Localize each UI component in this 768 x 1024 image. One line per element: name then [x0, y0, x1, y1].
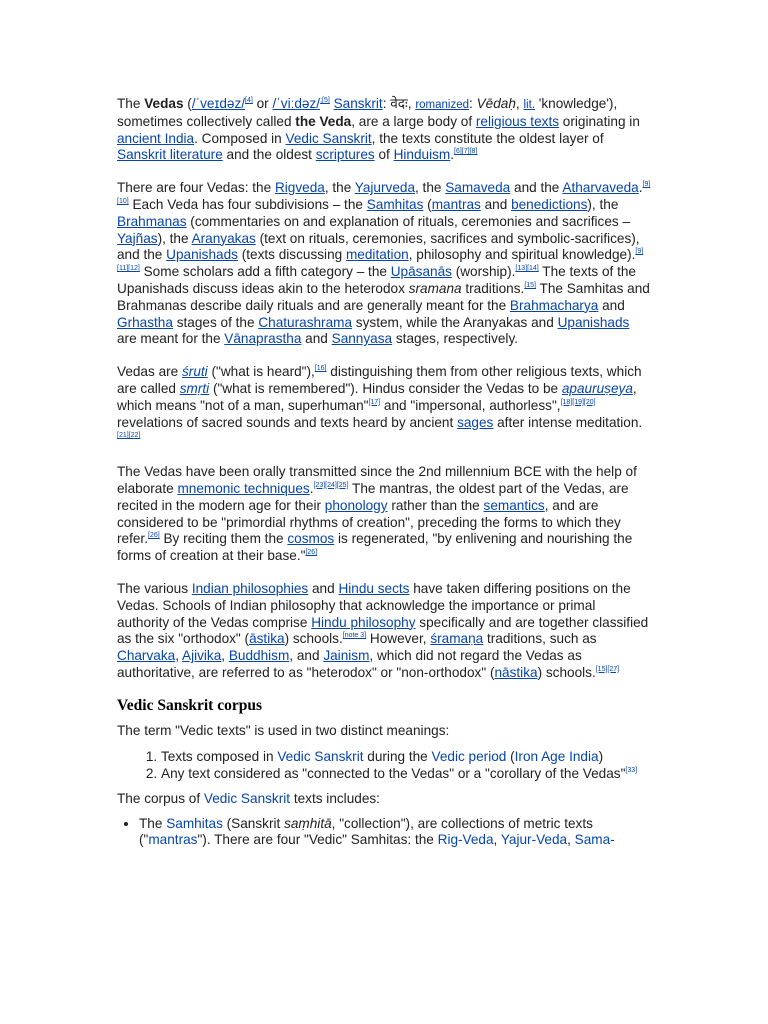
text: texts includes:	[290, 790, 380, 806]
text: is regenerated, "by enlivening and nourishing the forms of creation at their base."	[117, 531, 633, 564]
hindu-sects-link[interactable]: Hindu sects	[338, 580, 410, 596]
text: 'knowledge'), sometimes collectively called	[117, 96, 618, 129]
text: (texts discussing	[237, 247, 346, 263]
citation-link[interactable]: [17]	[368, 398, 381, 406]
ipa-link[interactable]: /ˈviːdəz/	[272, 96, 321, 111]
atharvaveda-link[interactable]: Atharvaveda	[562, 180, 639, 196]
aranyakas-link[interactable]: Aranyakas	[191, 230, 256, 246]
upasanas-link[interactable]: Upāsanās	[390, 264, 452, 280]
citation	[454, 148, 477, 155]
citation-link[interactable]: [26]	[305, 549, 318, 557]
citation	[561, 399, 596, 406]
citation	[515, 265, 538, 272]
citation-link[interactable]: [26]	[147, 532, 160, 540]
mantras-link[interactable]: mantras	[431, 196, 481, 212]
text: .	[309, 480, 314, 496]
citation-link[interactable]: [18][19][20]	[560, 398, 596, 406]
literal-link[interactable]: lit.	[523, 99, 535, 111]
buddhism-link[interactable]: Buddhism	[228, 648, 290, 664]
bold-term: the Veda	[295, 113, 352, 129]
charvaka-link[interactable]: Charvaka	[117, 648, 176, 664]
list-item	[161, 766, 651, 783]
text: traditions.	[461, 280, 525, 296]
upanishads-link[interactable]: Upanishads	[557, 314, 630, 330]
list-item	[161, 749, 651, 766]
nastika-link[interactable]: nāstika	[494, 664, 538, 680]
text: (	[423, 196, 432, 212]
text: Some scholars add a fifth category – the	[139, 264, 391, 280]
text: ), the	[587, 196, 619, 212]
text: are meant for the	[117, 331, 225, 347]
jainism-link[interactable]: Jainism	[323, 648, 370, 664]
sruti-paragraph	[117, 364, 651, 448]
text: The texts of the Upanishads discuss ideas akin to the heterodox	[117, 264, 636, 296]
hinduism-link[interactable]: Hinduism	[393, 147, 451, 163]
citation	[368, 399, 380, 406]
text: "). There are four "Vedic" Samhitas: the	[197, 832, 438, 848]
citation-link[interactable]: [33]	[625, 767, 638, 775]
cosmos-link[interactable]: cosmos	[287, 531, 335, 547]
mnemonic-techniques-link[interactable]: mnemonic techniques	[177, 480, 310, 496]
text: , the texts constitute the oldest layer of	[371, 130, 604, 146]
citation-link[interactable]: ;[5]	[320, 97, 330, 104]
meanings-list	[117, 749, 651, 783]
citation-link[interactable]: [13][14]	[515, 265, 539, 273]
text: specifically and are together classified as the six "orthodox" (	[117, 614, 649, 647]
vanaprastha-link[interactable]: Vānaprastha	[224, 331, 302, 347]
upanishads-link[interactable]: Upanishads	[166, 247, 238, 263]
scriptures-link[interactable]: scriptures	[315, 147, 375, 163]
sages-link[interactable]: sages	[457, 414, 494, 430]
philosophies-paragraph	[117, 581, 651, 682]
citation	[305, 549, 317, 556]
text: stages of the	[172, 314, 259, 330]
citation	[148, 532, 160, 539]
oral-transmission-paragraph	[117, 464, 651, 565]
text: The Samhitas and Brahmanas describe daily rituals and are generally meant for the	[117, 280, 650, 313]
rig-veda-link[interactable]: Rig-Veda	[437, 832, 494, 848]
text: : वेदः,	[382, 96, 416, 111]
text: Vedas are	[117, 364, 182, 380]
italic-term: saṃhitā	[284, 815, 332, 831]
iron-age-india-link[interactable]: Iron Age India	[514, 749, 599, 765]
text: (	[183, 96, 192, 111]
text: and "impersonal, authorless",	[380, 397, 561, 413]
citation	[313, 482, 348, 489]
citation-link[interactable]: [16]	[314, 365, 327, 373]
article-body	[117, 96, 651, 849]
rigveda-link[interactable]: Rigveda	[274, 180, 325, 196]
vedic-sanskrit-link[interactable]: Vedic Sanskrit	[285, 130, 372, 146]
text: The various	[117, 580, 192, 596]
corpus-list	[117, 816, 651, 850]
corpus-intro	[117, 791, 651, 808]
text: However,	[366, 631, 431, 647]
chaturashrama-link[interactable]: Chaturashrama	[258, 314, 353, 330]
text: ("what is heard"),	[207, 364, 315, 380]
citation	[315, 365, 327, 372]
text: ,	[175, 648, 182, 664]
text: ) schools.	[537, 664, 596, 680]
text: of	[374, 147, 394, 163]
text: ,	[567, 832, 575, 848]
citation	[524, 282, 536, 289]
text: , "collection"), are collections of metric texts ("	[139, 815, 593, 848]
text: (text on rituals, ceremonies, sacrifices and symbolic-sacrifices), and the	[117, 230, 640, 263]
citation-link[interactable]: [15][27]	[595, 665, 620, 673]
yajnas-link[interactable]: Yajñas	[117, 230, 158, 246]
sramana-link[interactable]: śramaṇa	[430, 631, 484, 647]
samhitas-link[interactable]: Samhitas	[166, 815, 223, 831]
text: ), the	[157, 230, 192, 246]
text: or	[252, 96, 273, 111]
text: system, while the Aranyakas and	[352, 314, 558, 330]
text: and	[308, 580, 339, 596]
intro-paragraph	[117, 96, 651, 164]
text: originating in	[559, 113, 640, 129]
link-text: smṛti	[179, 380, 210, 396]
title-term: Vedas	[144, 96, 184, 111]
yajurveda-link[interactable]: Yajurveda	[354, 180, 415, 196]
text: Texts composed in	[161, 749, 278, 765]
link-text: apauruṣeya	[561, 380, 633, 396]
text: :	[469, 96, 477, 111]
romanized-link[interactable]: romanized	[415, 99, 470, 111]
citation	[245, 97, 253, 104]
text: , which did not regard the Vedas as authoritative, are referred to as "heterodox" or "non-orthodox" (	[117, 648, 582, 680]
text: and the	[510, 180, 563, 196]
text: ,	[515, 96, 524, 111]
vedic-sanskrit-link[interactable]: Vedic Sanskrit	[203, 790, 291, 806]
text: and	[480, 196, 512, 212]
text: stages, respectively.	[392, 331, 519, 347]
text: , and are considered to be "primordial rhythms of creation", preceding the forms to which they refer.	[117, 497, 621, 547]
section-intro: The term "Vedic texts" is used in two distinct meanings:	[117, 722, 450, 738]
text: Each Veda has four subdivisions – the	[128, 196, 367, 212]
grhastha-link[interactable]: Grhastha	[117, 314, 173, 330]
text: revelations of sacred sounds and texts heard by ancient	[117, 414, 458, 430]
text: , the	[324, 180, 355, 196]
meditation-link[interactable]: meditation	[345, 247, 409, 263]
sanskrit-link[interactable]: Sanskrit	[333, 96, 383, 111]
citation-link[interactable]: [9][10]	[117, 181, 651, 205]
text: .	[450, 147, 455, 163]
citation-link[interactable]: [4]	[245, 97, 253, 104]
samaveda-link[interactable]: Samaveda	[445, 180, 511, 196]
text: ) schools.	[284, 631, 343, 647]
text: distinguishing them from other religious texts, which are called	[117, 364, 642, 396]
note	[343, 632, 366, 639]
text: (Sanskrit	[222, 815, 285, 831]
note-link[interactable]: [note 3]	[342, 632, 367, 640]
link-text: śruti	[182, 364, 208, 380]
text: , the	[415, 180, 446, 196]
ajivika-link[interactable]: Ajivika	[182, 648, 222, 664]
citation	[320, 97, 330, 104]
text: ,	[493, 832, 501, 848]
italic-term: sramana	[408, 280, 462, 296]
text: The mantras, the oldest part of the Vedas, are recited in the modern age for their	[117, 480, 629, 513]
text: , philosophy and spiritual knowledge).	[408, 247, 636, 263]
text: . Composed in	[194, 130, 286, 146]
brahmanas-link[interactable]: Brahmanas	[117, 213, 187, 229]
yajur-veda-link[interactable]: Yajur-Veda	[500, 832, 568, 848]
ancient-india-link[interactable]: ancient India	[117, 130, 195, 146]
text: The corpus of	[117, 790, 204, 806]
samhitas-link[interactable]: Samhitas	[366, 196, 424, 212]
text: (worship).	[451, 264, 516, 280]
text: )	[598, 749, 604, 765]
text: The	[139, 815, 167, 831]
text: (	[506, 749, 515, 765]
brahmacharya-link[interactable]: Brahmacharya	[509, 297, 599, 313]
text: .	[638, 180, 643, 196]
text: ,	[221, 648, 229, 664]
citation	[117, 432, 140, 439]
text: after intense meditation.	[493, 414, 643, 430]
text: By reciting them the	[159, 531, 288, 547]
citation-link[interactable]: [9][11][12]	[117, 248, 644, 273]
citation-link[interactable]: [6][7][8]	[454, 148, 478, 156]
hindu-philosophy-link[interactable]: Hindu philosophy	[311, 614, 416, 630]
text: The Vedas have been orally transmitted since the 2nd millennium BCE with the help of elaborate	[117, 464, 637, 496]
citation-link[interactable]: [23][24][25]	[313, 481, 349, 489]
vedic-sanskrit-link[interactable]: Vedic Sanskrit	[277, 749, 364, 765]
citation	[596, 666, 619, 673]
list-item	[139, 816, 651, 850]
text: Any text considered as "connected to the Vedas" or a "corollary of the Vedas"	[161, 766, 626, 782]
text: , which means "not of a man, superhuman"	[117, 380, 637, 413]
ipa-link[interactable]: /ˈveɪdəz/	[191, 96, 246, 111]
benedictions-link[interactable]: benedictions	[511, 196, 588, 212]
semantics-link[interactable]: semantics	[483, 497, 545, 513]
text: rather than the	[387, 497, 484, 513]
text: , and	[289, 648, 324, 664]
religious-texts-link[interactable]: religious texts	[475, 113, 560, 129]
sama-veda-link[interactable]: Sama-	[574, 832, 615, 848]
sannyasa-link[interactable]: Sannyasa	[331, 331, 393, 347]
astika-link[interactable]: āstika	[249, 631, 285, 647]
citation-link[interactable]: [15]	[524, 281, 536, 289]
four-vedas-paragraph	[117, 180, 651, 348]
citation	[625, 767, 637, 774]
romanized-term: Vēdaḥ	[476, 96, 516, 111]
text: and the oldest	[222, 147, 316, 163]
text: have taken differing positions on the Vedas. Schools of Indian philosophy that acknowledge the importance or primal authority of the Vedas comprise	[117, 580, 631, 630]
phonology-link[interactable]: phonology	[324, 497, 388, 513]
sruti-link[interactable]	[182, 364, 208, 379]
text: The	[117, 96, 145, 111]
text: traditions, such as	[483, 631, 597, 647]
smrti-link[interactable]	[180, 381, 209, 396]
text: , are a large body of	[351, 113, 476, 129]
indian-philosophies-link[interactable]: Indian philosophies	[191, 580, 309, 596]
citation-link[interactable]: [21][22]	[117, 432, 141, 440]
text: and	[301, 331, 332, 347]
apauruseya-link[interactable]	[562, 381, 633, 396]
text: ("what is remembered"). Hindus consider the Vedas to be	[209, 380, 562, 396]
text: and	[598, 297, 625, 313]
text: (commentaries on and explanation of rituals, ceremonies and sacrifices –	[186, 213, 631, 229]
mantras-link[interactable]: mantras	[148, 832, 198, 848]
section-heading: Vedic Sanskrit corpus	[117, 696, 262, 714]
text: There are four Vedas: the	[117, 180, 275, 196]
text: during the	[363, 749, 432, 765]
sanskrit-literature-link[interactable]: Sanskrit literature	[117, 147, 223, 163]
vedic-period-link[interactable]: Vedic period	[431, 749, 507, 765]
